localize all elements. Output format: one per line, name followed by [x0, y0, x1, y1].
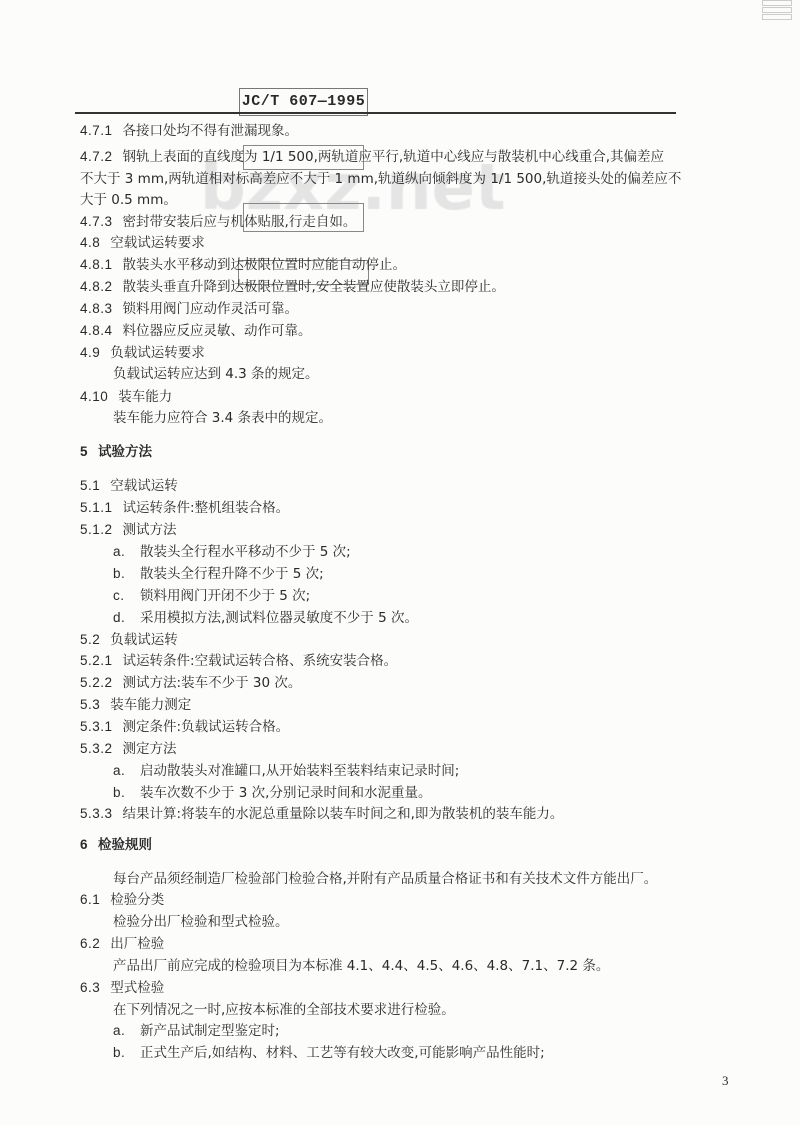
list-marker: d.	[113, 610, 126, 625]
clause-line	[113, 956, 609, 976]
list-marker: b.	[113, 566, 126, 581]
clause-line	[80, 651, 397, 671]
clause-text: 检验规则	[98, 837, 153, 853]
clause-line	[80, 233, 205, 253]
clause-number: 4.8	[80, 235, 101, 250]
clause-line	[80, 321, 312, 341]
clause-text: 检验分出厂检验和型式检验。	[113, 914, 289, 930]
clause-line	[80, 255, 406, 275]
clause-text: 检验分类	[110, 892, 165, 908]
clause-line	[80, 121, 298, 141]
scan-corner-mark-icon	[762, 0, 792, 18]
clause-line	[80, 804, 563, 824]
clause-text: 散装头水平移动到达极限位置时应能自动停止。	[122, 257, 407, 273]
clause-text: 试运转条件:整机组装合格。	[122, 500, 290, 516]
clause-number: 4.9	[80, 345, 101, 360]
clause-line	[80, 169, 681, 189]
list-item	[113, 608, 418, 628]
list-item	[113, 586, 310, 606]
clause-number: 6.1	[80, 892, 101, 907]
clause-text: 大于 0.5 mm。	[80, 192, 177, 208]
section-heading	[80, 442, 152, 462]
clause-number: 5.3.3	[80, 806, 113, 821]
list-item	[113, 1021, 280, 1041]
clause-text: 密封带安装后应与机体贴服,行走自如。	[122, 214, 357, 230]
clause-text: 钢轨上表面的直线度为 1/1 500,两轨道应平行,轨道中心线应与散装机中心线重合,其偏差应	[122, 149, 664, 165]
list-item	[113, 783, 431, 803]
clause-text: 空载试运转要求	[110, 235, 205, 251]
clause-text: 试验方法	[98, 444, 153, 460]
list-item	[113, 542, 351, 562]
clause-text: 空载试运转	[110, 478, 178, 494]
clause-number: 4.8.2	[80, 279, 113, 294]
clause-line	[80, 147, 664, 167]
clause-number: 6	[80, 837, 89, 852]
clause-number: 4.7.3	[80, 214, 113, 229]
clause-text: 新产品试制定型鉴定时;	[140, 1023, 280, 1039]
list-marker: b.	[113, 1045, 126, 1060]
clause-text: 不大于 3 mm,两轨道相对标高差应不大于 1 mm,轨道纵向倾斜度为 1/1 500,轨道接头处的偏差应不	[80, 171, 682, 187]
clause-text: 散装头全行程水平移动不少于 5 次;	[140, 544, 351, 560]
clause-line	[113, 1000, 455, 1020]
clause-number: 4.10	[80, 389, 109, 404]
clause-number: 5.2	[80, 632, 101, 647]
clause-text: 采用模拟方法,测试料位器灵敏度不少于 5 次。	[140, 610, 418, 626]
clause-line	[80, 476, 178, 496]
clause-text: 型式检验	[110, 980, 165, 996]
list-marker: a.	[113, 544, 126, 559]
clause-text: 产品出厂前应完成的检验项目为本标准 4.1、4.4、4.5、4.6、4.8、7.1、7.2 条。	[113, 958, 610, 974]
header-rule	[366, 112, 676, 114]
clause-line	[113, 364, 319, 384]
clause-number: 4.8.3	[80, 301, 113, 316]
clause-line	[80, 739, 177, 759]
clause-line	[80, 673, 301, 693]
clause-text: 锁料用阀门开闭不少于 5 次;	[140, 588, 311, 604]
clause-number: 6.3	[80, 980, 101, 995]
page-number: 3	[722, 1073, 729, 1088]
clause-text: 负载试运转要求	[110, 345, 205, 361]
clause-text: 试运转条件:空载试运转合格、系统安装合格。	[122, 653, 398, 669]
clause-number: 4.8.4	[80, 323, 113, 338]
standard-code: JC/T 607—1995	[241, 93, 366, 110]
clause-text: 测试方法:装车不少于 30 次。	[122, 675, 302, 691]
clause-line	[80, 520, 177, 540]
clause-line	[113, 912, 289, 932]
clause-number: 5.1.2	[80, 522, 113, 537]
clause-text: 负载试运转应达到 4.3 条的规定。	[113, 366, 319, 382]
list-item	[113, 761, 459, 781]
clause-line	[80, 978, 164, 998]
clause-line	[80, 498, 289, 518]
clause-line	[80, 717, 289, 737]
clause-line	[80, 630, 178, 650]
clause-number: 5.3.2	[80, 741, 113, 756]
clause-number: 5.1.1	[80, 500, 113, 515]
clause-line	[80, 212, 356, 232]
clause-text: 锁料用阀门应动作灵活可靠。	[122, 301, 299, 317]
clause-text: 装车次数不少于 3 次,分别记录时间和水泥重量。	[140, 785, 432, 801]
section-heading	[80, 835, 152, 855]
clause-text: 出厂检验	[110, 936, 165, 952]
clause-line	[80, 695, 191, 715]
clause-number: 5.1	[80, 478, 101, 493]
clause-text: 料位器应反应灵敏、动作可靠。	[122, 323, 312, 339]
clause-text: 结果计算:将装车的水泥总重量除以装车时间之和,即为散装机的装车能力。	[122, 806, 564, 822]
clause-line	[80, 277, 505, 297]
clause-text: 装车能力应符合 3.4 条表中的规定。	[113, 410, 333, 426]
clause-line	[80, 190, 177, 210]
list-marker: c.	[113, 588, 125, 603]
clause-line	[80, 387, 172, 407]
list-item	[113, 564, 324, 584]
clause-line	[113, 869, 657, 889]
clause-text: 正式生产后,如结构、材料、工艺等有较大改变,可能影响产品性能时;	[140, 1045, 545, 1061]
clause-text: 各接口处均不得有泄漏现象。	[122, 123, 299, 139]
list-item	[113, 1043, 545, 1063]
clause-number: 5.2.1	[80, 653, 113, 668]
clause-text: 测试方法	[122, 522, 177, 538]
clause-number: 4.8.1	[80, 257, 113, 272]
clause-text: 测定方法	[122, 741, 177, 757]
clause-line	[80, 299, 298, 319]
clause-number: 5.2.2	[80, 675, 113, 690]
clause-text: 启动散装头对准罐口,从开始装料至装料结束记录时间;	[140, 763, 460, 779]
clause-number: 4.7.2	[80, 149, 113, 164]
clause-line	[113, 408, 332, 428]
list-marker: a.	[113, 1023, 126, 1038]
clause-number: 6.2	[80, 936, 101, 951]
clause-number: 4.7.1	[80, 123, 113, 138]
clause-text: 装车能力	[118, 389, 173, 405]
list-marker: a.	[113, 763, 126, 778]
clause-number: 5.3.1	[80, 719, 113, 734]
clause-text: 测定条件:负载试运转合格。	[122, 719, 290, 735]
clause-line	[80, 890, 164, 910]
clause-number: 5	[80, 444, 89, 459]
list-marker: b.	[113, 785, 126, 800]
clause-text: 散装头全行程升降不少于 5 次;	[140, 566, 324, 582]
clause-text: 每台产品须经制造厂检验部门检验合格,并附有产品质量合格证书和有关技术文件方能出厂。	[113, 871, 658, 887]
clause-number: 5.3	[80, 697, 101, 712]
clause-line	[80, 934, 164, 954]
clause-text: 散装头垂直升降到达极限位置时,安全装置应使散装头立即停止。	[122, 279, 505, 295]
clause-text: 装车能力测定	[110, 697, 192, 713]
clause-line	[80, 343, 205, 363]
clause-text: 在下列情况之一时,应按本标准的全部技术要求进行检验。	[113, 1002, 455, 1018]
clause-text: 负载试运转	[110, 632, 178, 648]
